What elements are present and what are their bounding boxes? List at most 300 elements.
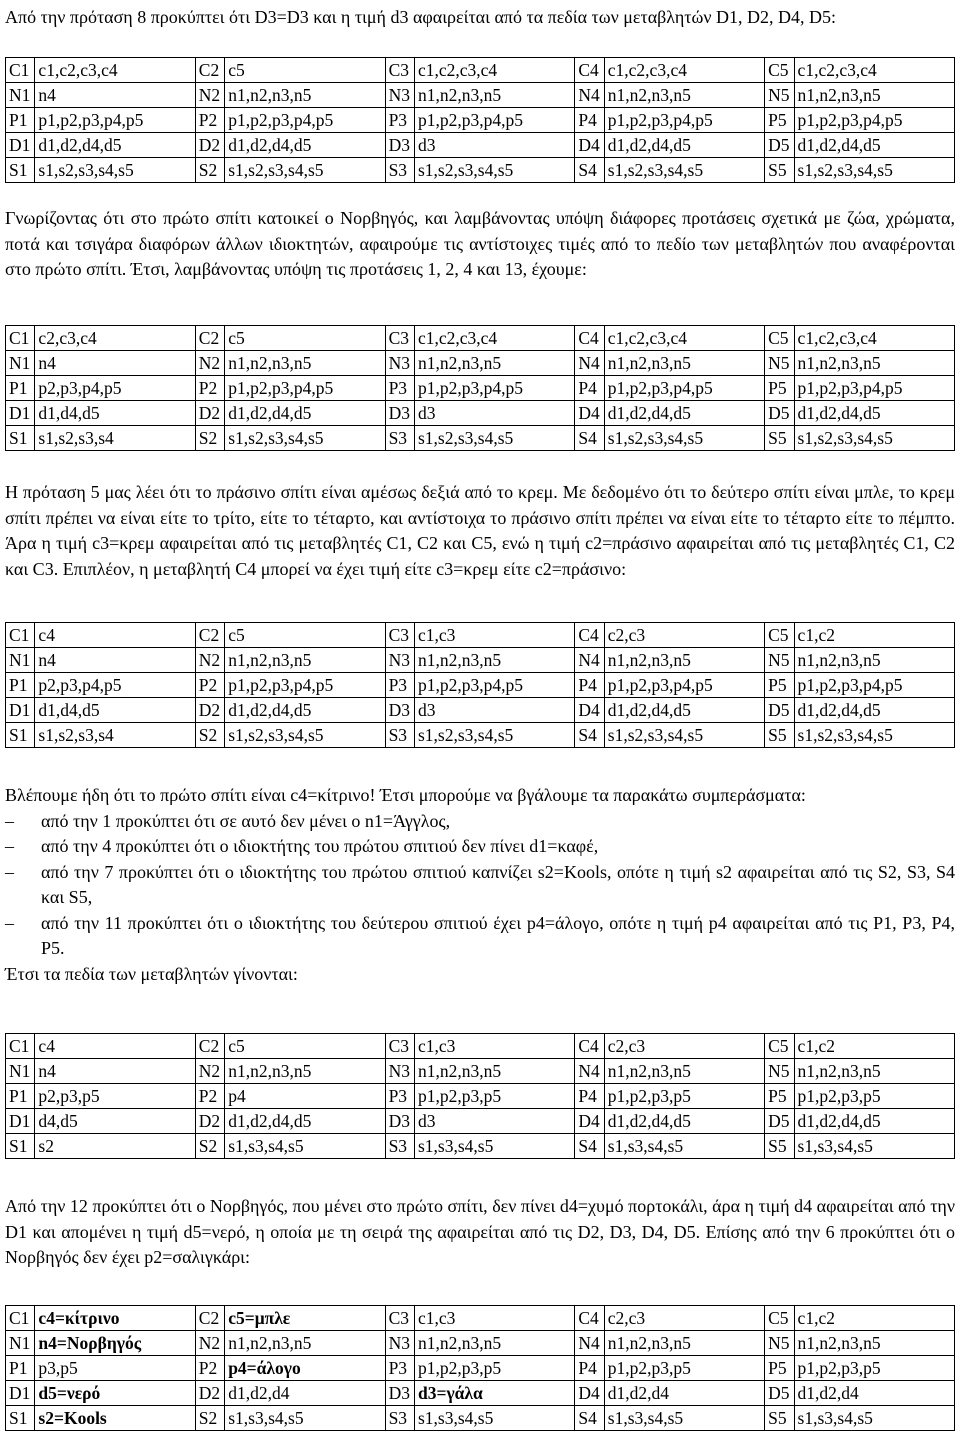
variable-name-cell: N5 [765,351,794,376]
dash-marker: – [5,836,14,856]
table-row [6,648,955,673]
variable-name-cell: S1 [6,1134,35,1159]
variable-name-cell: D5 [765,401,794,426]
variable-name-cell: D3 [385,401,414,426]
variable-domain-table [5,1305,955,1431]
table-row [6,1084,955,1109]
table-row [6,698,955,723]
variable-domain-cell: s2 [35,1134,195,1159]
variable-domain-cell: d1,d4,d5 [35,698,195,723]
variable-domain-cell: p1,p2,p3,p4,p5 [225,108,385,133]
variable-domain-cell: d1,d2,d4,d5 [794,401,954,426]
variable-name-cell: P3 [385,673,414,698]
variable-name-cell: S2 [195,426,224,451]
variable-domain-cell: s1,s3,s4,s5 [794,1406,954,1431]
variable-name-cell: N5 [765,1331,794,1356]
variable-name-cell: S4 [575,1134,604,1159]
variable-name-cell: C4 [575,326,604,351]
variable-domain-cell: p3,p5 [35,1356,195,1381]
variable-domain-cell: n1,n2,n3,n5 [225,1059,385,1084]
variable-name-cell: C2 [195,1306,224,1331]
table-row [6,426,955,451]
variable-name-cell: P4 [575,673,604,698]
assigned-value: s2=Kools [38,1408,107,1428]
variable-name-cell: C2 [195,623,224,648]
variable-domain-cell: c1,c2,c3,c4 [414,58,574,83]
variable-name-cell: C4 [575,623,604,648]
variable-domain-cell: p2,p3,p5 [35,1084,195,1109]
paragraph-3: Η πρόταση 5 μας λέει ότι το πράσινο σπίτι είναι αμέσως δεξιά από το κρεμ. Με δεδομένο ότι το δεύτερο σπίτι είναι μπλε, το κρεμ σπίτι πρέπει να είναι είτε το τρίτο, είτε το τέταρτο, και αντίστοιχα το πράσινο σπίτι πρέπει να είναι είτε το τέταρτο είτε το πέμπτο. Άρα η τιμή c3=κρεμ αφαιρείται από τις μεταβλητές C1, C2 και C5, ενώ η τιμή c2=πράσινο αφαιρείται από τις μεταβλητές C1, C2 και C3. Επιπλέον, η μεταβλητή C4 μπορεί να έχει τιμή είτε c3=κρεμ είτε c2=πράσινο: [5,482,955,579]
variable-domain-cell: d4,d5 [35,1109,195,1134]
variable-name-cell: S5 [765,1134,794,1159]
variable-domain-cell: c2,c3,c4 [35,326,195,351]
variable-domain-cell: p1,p2,p3,p5 [794,1084,954,1109]
table-row [6,723,955,748]
variable-name-cell: D5 [765,133,794,158]
variable-name-cell: S4 [575,1406,604,1431]
variable-domain-cell: d1,d2,d4 [604,1381,764,1406]
variable-name-cell: N4 [575,1331,604,1356]
variable-name-cell: N4 [575,351,604,376]
variable-domain-cell: c1,c2 [794,1306,954,1331]
variable-name-cell: P5 [765,673,794,698]
table-row [6,1406,955,1431]
dash-marker: – [5,912,14,933]
variable-domain-cell: p1,p2,p3,p4,p5 [414,673,574,698]
table-row [6,1356,955,1381]
table-row [6,58,955,83]
table-row [6,1034,955,1059]
variable-domain-cell: n1,n2,n3,n5 [414,83,574,108]
variable-domain-cell: p1,p2,p3,p4,p5 [225,376,385,401]
variable-domain-cell: p1,p2,p3,p4,p5 [414,108,574,133]
variable-domain-cell: d3 [414,401,574,426]
variable-name-cell: D1 [6,133,35,158]
variable-name-cell: P2 [195,376,224,401]
domain-table [5,1033,955,1159]
table-row [6,1059,955,1084]
variable-domain-cell: n1,n2,n3,n5 [794,1331,954,1356]
variable-name-cell: C5 [765,1034,794,1059]
variable-name-cell: C2 [195,58,224,83]
variable-name-cell: N1 [6,83,35,108]
paragraph-2: Γνωρίζοντας ότι στο πρώτο σπίτι κατοικεί ο Νορβηγός, και λαμβάνοντας υπόψη διάφορες προτάσεις σχετικά με ζώα, χρώματα, ποτά και τσιγάρα διαφόρων άλλων ιδιοκτητών, αφαιρούμε τις αντίστοιχες τιμές από το πεδίο των μεταβλητών που αναφέρονται στο πρώτο σπίτι. Έτσι, λαμβάνοντας υπόψη τις προτάσεις 1, 2, 4 και 13, έχουμε: [5,208,955,279]
variable-domain-cell: c1,c2,c3,c4 [794,326,954,351]
variable-domain-cell: d1,d2,d4,d5 [604,401,764,426]
variable-name-cell: P5 [765,1356,794,1381]
variable-name-cell: N3 [385,648,414,673]
variable-domain-cell: n1,n2,n3,n5 [604,1331,764,1356]
variable-domain-cell: n4 [35,1059,195,1084]
variable-domain-cell: c1,c2 [794,1034,954,1059]
variable-domain-cell: c1,c2,c3,c4 [414,326,574,351]
variable-name-cell: D2 [195,1109,224,1134]
variable-name-cell: N5 [765,1059,794,1084]
variable-name-cell: D3 [385,133,414,158]
variable-name-cell: N3 [385,351,414,376]
variable-domain-cell: d1,d2,d4 [794,1381,954,1406]
table-row [6,401,955,426]
variable-name-cell: P1 [6,1084,35,1109]
variable-name-cell: S1 [6,723,35,748]
variable-domain-cell: n1,n2,n3,n5 [794,83,954,108]
variable-domain-cell: d1,d2,d4,d5 [604,133,764,158]
table-row [6,83,955,108]
conclusions-list [5,809,955,962]
variable-domain-cell: d1,d2,d4,d5 [225,698,385,723]
variable-name-cell: D4 [575,133,604,158]
variable-domain-cell: d1,d2,d4,d5 [604,698,764,723]
table-row [6,1109,955,1134]
variable-name-cell: C5 [765,58,794,83]
variable-name-cell: N5 [765,648,794,673]
variable-name-cell: D5 [765,1109,794,1134]
variable-domain-table [5,325,955,451]
variable-domain-cell: d3 [414,133,574,158]
list-item: – από την 1 προκύπτει ότι σε αυτό δεν μένει ο n1=Άγγλος, [5,809,955,835]
variable-name-cell: N2 [195,1331,224,1356]
variable-name-cell: D3 [385,698,414,723]
list-item: – από την 11 προκύπτει ότι ο ιδιοκτήτης του δεύτερου σπιτιού έχει p4=άλογο, οπότε η τιμή p4 αφαιρείται από τις P1, P3, P4, P5. [5,912,955,958]
variable-domain-cell: n1,n2,n3,n5 [225,83,385,108]
variable-domain-cell: c1,c3 [414,1034,574,1059]
assigned-value: d3=γάλα [417,1383,483,1403]
paragraph-section-4 [5,783,955,987]
assigned-value: c5=μπλε [228,1308,291,1328]
variable-name-cell: S5 [765,723,794,748]
table-row [6,351,955,376]
variable-name-cell: P3 [385,108,414,133]
variable-domain-cell: n1,n2,n3,n5 [414,1331,574,1356]
variable-name-cell: P1 [6,108,35,133]
variable-name-cell: N1 [6,351,35,376]
variable-domain-cell: p1,p2,p3,p4,p5 [604,108,764,133]
table-row [6,108,955,133]
assigned-value: p4=άλογο [228,1358,301,1378]
variable-name-cell: C4 [575,58,604,83]
variable-name-cell: C3 [385,623,414,648]
variable-name-cell: C2 [195,1034,224,1059]
variable-domain-cell: n1,n2,n3,n5 [225,351,385,376]
variable-domain-cell: c5 [225,1034,385,1059]
variable-name-cell: S3 [385,723,414,748]
variable-domain-table [5,622,955,748]
variable-domain-cell: s1,s2,s3,s4,s5 [794,723,954,748]
variable-domain-cell: c2,c3 [604,623,764,648]
variable-name-cell: D4 [575,401,604,426]
variable-domain-cell: s1,s2,s3,s4,s5 [604,723,764,748]
variable-name-cell: P2 [195,1356,224,1381]
variable-name-cell: N2 [195,351,224,376]
variable-domain-cell [225,1306,385,1331]
variable-domain-cell: p1,p2,p3,p5 [604,1084,764,1109]
variable-domain-cell: d1,d2,d4,d5 [794,1109,954,1134]
variable-domain-cell: d1,d4,d5 [35,401,195,426]
variable-domain-cell: n1,n2,n3,n5 [794,648,954,673]
variable-domain-cell: p1,p2,p3,p5 [794,1356,954,1381]
variable-name-cell: P4 [575,1084,604,1109]
variable-domain-cell: n4 [35,351,195,376]
variable-domain-cell: d1,d2,d4,d5 [225,133,385,158]
list-item: – από την 7 προκύπτει ότι ο ιδιοκτήτης του πρώτου σπιτιού καπνίζει s2=Kools, οπότε η τιμή s2 αφαιρείται από τις S2, S3, S4 και S5, [5,861,955,907]
variable-name-cell: S1 [6,426,35,451]
variable-name-cell: N4 [575,648,604,673]
variable-name-cell: C5 [765,326,794,351]
variable-domain-cell: p2,p3,p4,p5 [35,376,195,401]
variable-name-cell: N3 [385,1331,414,1356]
variable-domain-cell: d1,d2,d4,d5 [35,133,195,158]
variable-name-cell: S2 [195,158,224,183]
variable-domain-cell: s1,s2,s3,s4,s5 [225,723,385,748]
assigned-value: d5=νερό [38,1383,101,1403]
variable-name-cell: C3 [385,1306,414,1331]
variable-domain-cell: d1,d2,d4,d5 [604,1109,764,1134]
variable-name-cell: N1 [6,1331,35,1356]
variable-domain-cell: s1,s3,s4,s5 [604,1406,764,1431]
variable-domain-cell: d3 [414,1109,574,1134]
variable-name-cell: C1 [6,623,35,648]
variable-name-cell: C3 [385,1034,414,1059]
dash-marker: – [5,861,14,882]
variable-name-cell: D4 [575,1109,604,1134]
paragraph-section-3 [5,480,955,582]
variable-domain-cell: p1,p2,p3,p4,p5 [414,376,574,401]
variable-name-cell: N3 [385,1059,414,1084]
variable-domain-cell [414,1381,574,1406]
variable-name-cell: P2 [195,673,224,698]
paragraph-5: Έτσι τα πεδία των μεταβλητών γίνονται: [5,963,298,984]
table-row [6,133,955,158]
variable-domain-cell: p1,p2,p3,p5 [414,1356,574,1381]
variable-domain-cell: n1,n2,n3,n5 [604,351,764,376]
variable-domain-cell: p4 [225,1084,385,1109]
variable-domain-cell: s1,s2,s3,s4,s5 [794,426,954,451]
variable-domain-table [5,57,955,183]
domain-table [5,57,955,183]
variable-domain-cell: c1,c2 [794,623,954,648]
variable-name-cell: P2 [195,108,224,133]
variable-domain-cell: c4 [35,623,195,648]
variable-domain-cell [225,1356,385,1381]
variable-domain-cell: s1,s2,s3,s4 [35,426,195,451]
variable-domain-cell: s1,s2,s3,s4,s5 [414,426,574,451]
variable-name-cell: S1 [6,1406,35,1431]
assigned-value: n4=Νορβηγός [38,1333,142,1353]
variable-name-cell: N4 [575,1059,604,1084]
variable-name-cell: S3 [385,426,414,451]
variable-name-cell: N1 [6,648,35,673]
variable-domain-cell: d1,d2,d4,d5 [794,133,954,158]
variable-domain-cell [35,1406,195,1431]
variable-name-cell: C3 [385,58,414,83]
variable-domain-cell: n1,n2,n3,n5 [225,1331,385,1356]
variable-domain-cell: d1,d2,d4 [225,1381,385,1406]
variable-domain-cell: c2,c3 [604,1306,764,1331]
variable-domain-cell: n4 [35,648,195,673]
table-row [6,326,955,351]
domain-table [5,1305,955,1431]
variable-name-cell: C3 [385,326,414,351]
variable-name-cell: N1 [6,1059,35,1084]
variable-name-cell: D2 [195,698,224,723]
variable-name-cell: D5 [765,698,794,723]
variable-domain-cell: s1,s3,s4,s5 [225,1134,385,1159]
variable-domain-cell: c1,c2,c3,c4 [604,58,764,83]
variable-domain-cell: n1,n2,n3,n5 [604,648,764,673]
variable-domain-cell: c5 [225,326,385,351]
variable-name-cell: C4 [575,1306,604,1331]
variable-name-cell: S5 [765,426,794,451]
variable-name-cell: P1 [6,1356,35,1381]
variable-name-cell: P4 [575,108,604,133]
variable-domain-cell: c5 [225,623,385,648]
variable-domain-cell [35,1331,195,1356]
variable-domain-cell: s1,s3,s4,s5 [794,1134,954,1159]
variable-domain-cell: c4 [35,1034,195,1059]
table-row [6,623,955,648]
variable-domain-cell: n1,n2,n3,n5 [604,83,764,108]
variable-domain-cell: c2,c3 [604,1034,764,1059]
list-item: – από την 4 προκύπτει ότι ο ιδιοκτήτης του πρώτου σπιτιού δεν πίνει d1=καφέ, [5,834,955,860]
variable-domain-cell: d1,d2,d4,d5 [225,401,385,426]
paragraph-1: Από την πρόταση 8 προκύπτει ότι D3=D3 και η τιμή d3 αφαιρείται από τα πεδία των μεταβλητών D1, D2, D4, D5: [5,7,836,27]
domain-table [5,325,955,451]
variable-name-cell: D1 [6,698,35,723]
variable-name-cell: C2 [195,326,224,351]
paragraph-4: Βλέπουμε ήδη ότι το πρώτο σπίτι είναι c4=κίτρινο! Έτσι μπορούμε να βγάλουμε τα παρακάτω συμπεράσματα: [5,785,806,805]
variable-domain-cell: p1,p2,p3,p5 [604,1356,764,1381]
variable-domain-cell: p1,p2,p3,p4,p5 [604,673,764,698]
variable-name-cell: C5 [765,1306,794,1331]
variable-name-cell: S2 [195,723,224,748]
variable-domain-cell: s1,s3,s4,s5 [414,1134,574,1159]
dash-marker: – [5,810,14,831]
variable-name-cell: P5 [765,1084,794,1109]
variable-domain-cell: p1,p2,p3,p4,p5 [604,376,764,401]
variable-domain-cell: s1,s2,s3,s4,s5 [35,158,195,183]
variable-domain-cell: s1,s2,s3,s4 [35,723,195,748]
variable-name-cell: C1 [6,1034,35,1059]
variable-domain-cell: p2,p3,p4,p5 [35,673,195,698]
variable-domain-cell: d3 [414,698,574,723]
variable-name-cell: C1 [6,1306,35,1331]
variable-domain-cell: n1,n2,n3,n5 [414,1059,574,1084]
variable-name-cell: D2 [195,1381,224,1406]
variable-name-cell: P4 [575,376,604,401]
variable-domain-cell: d1,d2,d4,d5 [225,1109,385,1134]
variable-name-cell: P3 [385,376,414,401]
variable-name-cell: S3 [385,1134,414,1159]
domain-table [5,622,955,748]
variable-name-cell: D3 [385,1109,414,1134]
variable-domain-cell: c1,c3 [414,623,574,648]
variable-name-cell: S2 [195,1134,224,1159]
variable-name-cell: N2 [195,648,224,673]
variable-name-cell: N4 [575,83,604,108]
table-row [6,1331,955,1356]
variable-name-cell: S4 [575,426,604,451]
variable-domain-cell: n1,n2,n3,n5 [794,351,954,376]
variable-name-cell: C1 [6,326,35,351]
variable-name-cell: S3 [385,1406,414,1431]
variable-domain-cell: s1,s3,s4,s5 [414,1406,574,1431]
variable-domain-cell: n1,n2,n3,n5 [414,648,574,673]
variable-name-cell: S4 [575,723,604,748]
variable-name-cell: D2 [195,133,224,158]
variable-domain-cell: p1,p2,p3,p4,p5 [794,376,954,401]
variable-domain-cell: p1,p2,p3,p5 [414,1084,574,1109]
variable-domain-cell: p1,p2,p3,p4,p5 [225,673,385,698]
variable-domain-cell: p1,p2,p3,p4,p5 [794,673,954,698]
variable-name-cell: D4 [575,698,604,723]
variable-name-cell: N3 [385,83,414,108]
table-row [6,673,955,698]
variable-name-cell: C4 [575,1034,604,1059]
variable-domain-cell: c1,c2,c3,c4 [35,58,195,83]
variable-name-cell: C1 [6,58,35,83]
variable-name-cell: C5 [765,623,794,648]
variable-name-cell: P4 [575,1356,604,1381]
variable-name-cell: N5 [765,83,794,108]
variable-domain-cell: c1,c2,c3,c4 [794,58,954,83]
variable-domain-cell: p1,p2,p3,p4,p5 [794,108,954,133]
variable-domain-cell: s1,s2,s3,s4,s5 [604,426,764,451]
variable-name-cell: D4 [575,1381,604,1406]
variable-name-cell: P3 [385,1356,414,1381]
paragraph-section-2 [5,206,955,283]
variable-domain-cell: n1,n2,n3,n5 [225,648,385,673]
variable-domain-cell: s1,s2,s3,s4,s5 [414,723,574,748]
table-row [6,376,955,401]
variable-domain-cell: c1,c2,c3,c4 [604,326,764,351]
variable-domain-cell [35,1306,195,1331]
variable-name-cell: D3 [385,1381,414,1406]
variable-domain-cell: p1,p2,p3,p4,p5 [35,108,195,133]
variable-domain-cell: s1,s2,s3,s4,s5 [225,426,385,451]
variable-name-cell: P3 [385,1084,414,1109]
paragraph-6: Από την 12 προκύπτει ότι ο Νορβηγός, που μένει στο πρώτο σπίτι, δεν πίνει d4=χυμό πορτοκάλι, άρα η τιμή d4 αφαιρείται από την D1 και απομένει η τιμή d5=νερό, η οποία με τη σειρά της αφαιρείται από τις D2, D3, D4, D5. Επίσης από την 6 προκύπτει ότι ο Νορβηγός δεν έχει p2=σαλιγκάρι: [5,1196,955,1267]
variable-domain-cell: s1,s3,s4,s5 [225,1406,385,1431]
table-row [6,1381,955,1406]
variable-domain-cell: s1,s2,s3,s4,s5 [225,158,385,183]
paragraph-section-6 [5,1194,955,1271]
variable-domain-cell: c5 [225,58,385,83]
paragraph-intro [5,5,955,31]
variable-name-cell: N2 [195,1059,224,1084]
variable-domain-table [5,1033,955,1159]
variable-name-cell: S5 [765,158,794,183]
variable-domain-cell: s1,s2,s3,s4,s5 [604,158,764,183]
table-row [6,158,955,183]
variable-name-cell: D5 [765,1381,794,1406]
variable-name-cell: P5 [765,376,794,401]
variable-name-cell: P5 [765,108,794,133]
variable-name-cell: S3 [385,158,414,183]
variable-name-cell: S2 [195,1406,224,1431]
variable-domain-cell: d1,d2,d4,d5 [794,698,954,723]
variable-name-cell: S5 [765,1406,794,1431]
variable-name-cell: D1 [6,401,35,426]
variable-name-cell: S4 [575,158,604,183]
variable-name-cell: P1 [6,673,35,698]
variable-name-cell: S1 [6,158,35,183]
variable-domain-cell: s1,s2,s3,s4,s5 [414,158,574,183]
variable-name-cell: D2 [195,401,224,426]
variable-domain-cell: n4 [35,83,195,108]
variable-domain-cell: n1,n2,n3,n5 [604,1059,764,1084]
variable-domain-cell: s1,s2,s3,s4,s5 [794,158,954,183]
table-row [6,1306,955,1331]
